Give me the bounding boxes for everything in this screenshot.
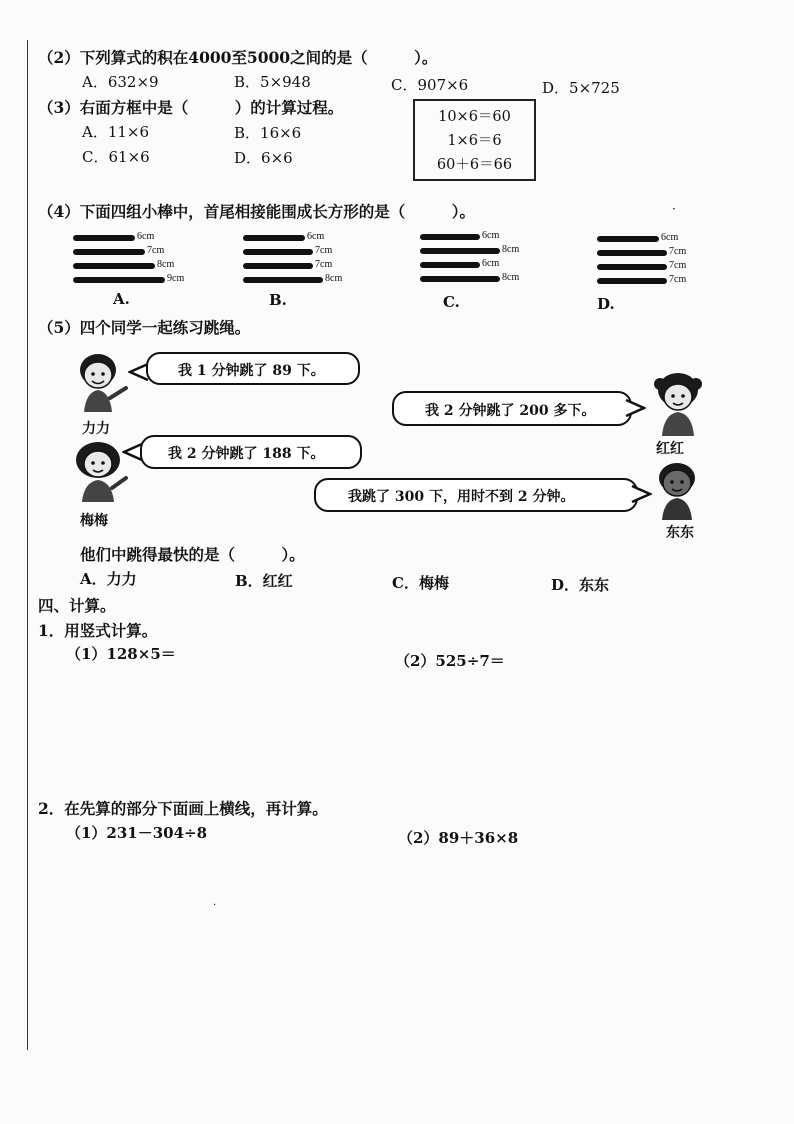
q5-option-a: A．力力	[80, 570, 137, 588]
stick	[420, 234, 480, 240]
stick-length-label: 8cm	[157, 259, 175, 270]
q3-stem: （3）右面方框中是（ ）的计算过程。	[38, 98, 344, 117]
stick-length-label: 9cm	[167, 273, 185, 284]
q3-option-a: A．11×6	[82, 123, 150, 141]
stick	[73, 249, 145, 255]
stick-length-label: 6cm	[661, 232, 679, 243]
part2-item-2: （2）89＋36×8	[398, 829, 519, 847]
speech-lili: 我 1 分钟跳了 89 下。	[178, 363, 325, 379]
stick	[597, 250, 667, 256]
stick-length-label: 6cm	[137, 231, 155, 242]
q2-option-c: C．907×6	[391, 76, 469, 94]
stick-length-label: 8cm	[325, 273, 343, 284]
q2-stem: （2）下列算式的积在4000至5000之间的是（ ）。	[38, 48, 438, 67]
group-label-d: D.	[597, 295, 615, 313]
section-4-title: 四、计算。	[38, 596, 116, 615]
stick	[420, 248, 500, 254]
stick	[73, 263, 155, 269]
kid-name-honghong: 红红	[656, 441, 684, 457]
q5-option-c: C．梅梅	[392, 574, 449, 592]
stick	[243, 235, 305, 241]
part2-item-1: （1）231－304÷8	[66, 824, 208, 842]
stick	[597, 278, 667, 284]
stray-mark: ·	[213, 900, 217, 911]
q5-option-d: D．东东	[551, 576, 610, 594]
stick-length-label: 7cm	[669, 274, 687, 285]
page-margin-line	[27, 40, 28, 1050]
speech-dongdong: 我跳了 300 下，用时不到 2 分钟。	[348, 489, 575, 505]
box-line-3: 60＋6＝66	[436, 157, 513, 173]
q5-stem: （5）四个同学一起练习跳绳。	[38, 318, 251, 337]
q2-option-a: A．632×9	[82, 73, 159, 91]
stick	[73, 235, 135, 241]
stick-length-label: 6cm	[482, 230, 500, 241]
speech-meimei: 我 2 分钟跳了 188 下。	[168, 446, 325, 462]
kid-name-dongdong: 东东	[666, 525, 694, 541]
kid-dongdong-illustration	[650, 458, 704, 520]
q4-stem: （4）下面四组小棒中，首尾相接能围成长方形的是（ ）。	[38, 202, 476, 221]
q3-option-b: B．16×6	[234, 124, 302, 142]
kid-name-lili: 力力	[82, 421, 110, 437]
stick	[243, 249, 313, 255]
part1-item-1: （1）128×5＝	[66, 645, 176, 663]
stray-dot: ·	[672, 202, 676, 216]
kid-name-meimei: 梅梅	[80, 513, 108, 529]
stick	[420, 262, 480, 268]
box-line-2: 1×6＝6	[447, 133, 502, 149]
stick-length-label: 6cm	[307, 231, 325, 242]
part1-title: 1．用竖式计算。	[38, 621, 158, 640]
stick-length-label: 6cm	[482, 258, 500, 269]
group-label-a: A.	[113, 290, 130, 308]
stick-length-label: 7cm	[669, 260, 687, 271]
stick-length-label: 7cm	[669, 246, 687, 257]
kid-lili-illustration	[74, 350, 130, 416]
q3-option-d: D．6×6	[234, 149, 293, 167]
stick	[597, 236, 659, 242]
stick	[243, 263, 313, 269]
group-label-b: B.	[269, 291, 287, 309]
stick-length-label: 7cm	[315, 259, 333, 270]
group-label-c: C.	[443, 293, 460, 311]
stick	[73, 277, 165, 283]
stick-length-label: 7cm	[147, 245, 165, 256]
stick	[420, 276, 500, 282]
stick-length-label: 7cm	[315, 245, 333, 256]
calculation-box	[413, 99, 536, 181]
q5-question: 他们中跳得最快的是（ ）。	[80, 545, 305, 564]
part2-title: 2．在先算的部分下面画上横线，再计算。	[38, 799, 328, 818]
bubble-tail-honghong	[624, 398, 646, 418]
q2-option-d: D．5×725	[542, 79, 620, 97]
box-line-1: 10×6＝60	[438, 109, 511, 125]
part1-item-2: （2）525÷7＝	[395, 652, 505, 670]
stick-length-label: 8cm	[502, 244, 520, 255]
bubble-tail-dongdong	[630, 484, 652, 504]
stick	[243, 277, 323, 283]
speech-honghong: 我 2 分钟跳了 200 多下。	[425, 403, 596, 419]
q5-option-b: B．红红	[235, 572, 293, 590]
stick	[597, 264, 667, 270]
kid-honghong-illustration	[648, 370, 706, 438]
q2-option-b: B．5×948	[234, 73, 311, 91]
stick-length-label: 8cm	[502, 272, 520, 283]
q3-option-c: C．61×6	[82, 148, 150, 166]
